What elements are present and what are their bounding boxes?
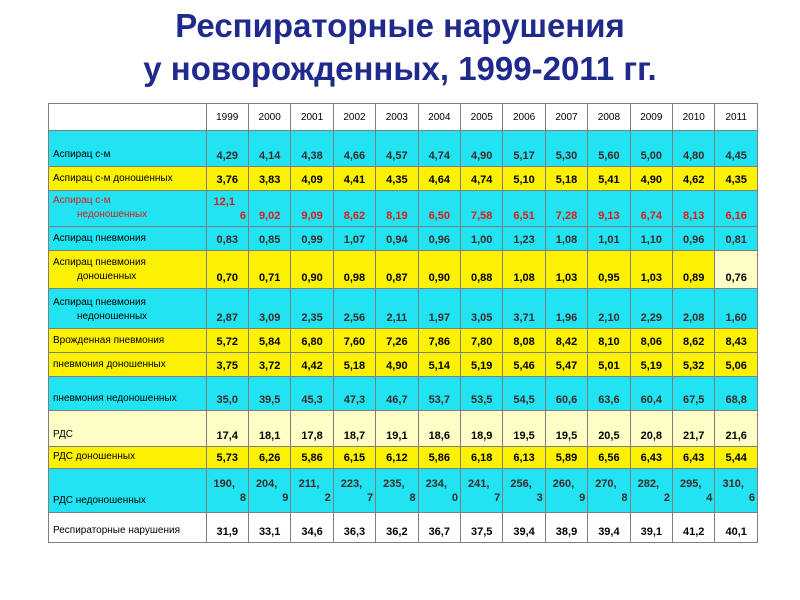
value-part: 235,: [383, 477, 405, 490]
value-cell: 54,5: [503, 377, 545, 411]
value-cell: [630, 469, 672, 513]
value-cell: 39,4: [588, 513, 630, 543]
year-header: 2002: [333, 104, 375, 131]
year-header: 2001: [291, 104, 333, 131]
value-cell: 39,5: [248, 377, 290, 411]
value-cell: 0,70: [206, 251, 248, 289]
row-label-line: Аспирац пневмония: [53, 297, 146, 308]
value-cell: 5,86: [418, 447, 460, 469]
value-part: 310,: [722, 477, 744, 490]
value-cell: 3,83: [248, 167, 290, 191]
value-cell: 0,90: [291, 251, 333, 289]
value-cell: 0,87: [376, 251, 418, 289]
row-label-line: пневмония доношенных: [53, 359, 166, 370]
value-cell: 0,76: [715, 251, 758, 289]
value-cell: 8,43: [715, 329, 758, 353]
value-cell: 4,90: [630, 167, 672, 191]
value-cell: 4,35: [376, 167, 418, 191]
row-label-line: Аспирац с-м: [53, 195, 111, 206]
value-cell: 41,2: [673, 513, 715, 543]
row-label: [49, 227, 207, 251]
value-cell: 6,43: [673, 447, 715, 469]
value-cell: 0,71: [248, 251, 290, 289]
value-cell: 5,73: [206, 447, 248, 469]
value-cell: 39,4: [503, 513, 545, 543]
value-cell: 6,50: [418, 191, 460, 227]
value-cell: 2,87: [206, 289, 248, 329]
value-cell: 18,1: [248, 411, 290, 447]
value-cell: 5,19: [630, 353, 672, 377]
value-cell: 5,46: [503, 353, 545, 377]
row-label-line: Врожденная пневмония: [53, 335, 165, 346]
value-part: 211,: [298, 477, 320, 490]
value-cell: 19,5: [503, 411, 545, 447]
value-cell: 36,3: [333, 513, 375, 543]
table-row: [49, 353, 758, 377]
value-cell: 18,7: [333, 411, 375, 447]
value-cell: 67,5: [673, 377, 715, 411]
value-cell: 1,00: [460, 227, 502, 251]
value-cell: 7,26: [376, 329, 418, 353]
value-cell: 0,90: [418, 251, 460, 289]
value-cell: 5,32: [673, 353, 715, 377]
year-header: 2008: [588, 104, 630, 131]
value-part: 260,: [552, 477, 575, 490]
value-cell: 0,88: [460, 251, 502, 289]
year-header: 2010: [673, 104, 715, 131]
value-cell: 5,86: [291, 447, 333, 469]
value-cell: 5,01: [588, 353, 630, 377]
value-cell: 3,72: [248, 353, 290, 377]
value-cell: [503, 469, 545, 513]
value-part: 3: [536, 491, 543, 504]
value-cell: 21,6: [715, 411, 758, 447]
value-cell: 6,74: [630, 191, 672, 227]
value-cell: 4,74: [418, 131, 460, 167]
value-part: 7: [367, 491, 374, 504]
row-label: [49, 353, 207, 377]
row-label: [49, 447, 207, 469]
value-cell: 47,3: [333, 377, 375, 411]
value-cell: 5,00: [630, 131, 672, 167]
value-cell: 60,6: [545, 377, 587, 411]
value-cell: 4,74: [460, 167, 502, 191]
value-part: 282,: [637, 477, 660, 490]
value-cell: 0,99: [291, 227, 333, 251]
value-cell: 1,07: [333, 227, 375, 251]
row-label: [49, 191, 207, 227]
value-cell: 2,10: [588, 289, 630, 329]
year-header: 2005: [460, 104, 502, 131]
value-cell: 5,10: [503, 167, 545, 191]
value-cell: 6,15: [333, 447, 375, 469]
value-cell: 9,09: [291, 191, 333, 227]
value-cell: 0,98: [333, 251, 375, 289]
value-cell: 3,76: [206, 167, 248, 191]
value-cell: 0,85: [248, 227, 290, 251]
value-cell: 1,23: [503, 227, 545, 251]
value-cell: 0,94: [376, 227, 418, 251]
data-table: [48, 103, 758, 543]
value-cell: 6,43: [630, 447, 672, 469]
value-cell: 68,8: [715, 377, 758, 411]
value-cell: 35,0: [206, 377, 248, 411]
value-cell: 5,17: [503, 131, 545, 167]
value-cell: [333, 469, 375, 513]
value-cell: 5,18: [333, 353, 375, 377]
value-cell: [588, 469, 630, 513]
value-part: 8: [239, 491, 246, 504]
value-cell: 39,1: [630, 513, 672, 543]
value-part: 234,: [425, 477, 447, 490]
value-cell: 20,5: [588, 411, 630, 447]
table-row: [49, 289, 758, 329]
value-cell: 4,09: [291, 167, 333, 191]
value-cell: 1,03: [630, 251, 672, 289]
value-cell: 36,2: [376, 513, 418, 543]
value-cell: 5,30: [545, 131, 587, 167]
value-cell: 45,3: [291, 377, 333, 411]
value-cell: 38,9: [545, 513, 587, 543]
row-label-line: недоношенных: [77, 209, 148, 220]
year-header: 2003: [376, 104, 418, 131]
value-cell: 8,10: [588, 329, 630, 353]
value-cell: 4,45: [715, 131, 758, 167]
value-part: 12,1: [213, 195, 235, 208]
value-cell: 0,96: [673, 227, 715, 251]
value-cell: 7,60: [333, 329, 375, 353]
table-row: [49, 251, 758, 289]
value-cell: 4,57: [376, 131, 418, 167]
value-cell: 18,6: [418, 411, 460, 447]
row-label: [49, 289, 207, 329]
value-cell: 6,12: [376, 447, 418, 469]
value-cell: 8,19: [376, 191, 418, 227]
value-part: 6: [239, 209, 246, 222]
value-cell: 8,08: [503, 329, 545, 353]
value-cell: 60,4: [630, 377, 672, 411]
value-cell: 4,66: [333, 131, 375, 167]
value-part: 4: [706, 491, 713, 504]
value-part: 256,: [510, 477, 532, 490]
table-body: [49, 131, 758, 543]
row-label: [49, 469, 207, 513]
value-cell: 8,06: [630, 329, 672, 353]
table-row: [49, 191, 758, 227]
value-cell: 8,42: [545, 329, 587, 353]
value-cell: 36,7: [418, 513, 460, 543]
value-cell: 6,51: [503, 191, 545, 227]
header-corner: [49, 104, 207, 131]
value-cell: 5,14: [418, 353, 460, 377]
value-part: 295,: [680, 477, 702, 490]
value-cell: 4,35: [715, 167, 758, 191]
value-cell: 3,75: [206, 353, 248, 377]
value-cell: 7,28: [545, 191, 587, 227]
value-cell: 6,56: [588, 447, 630, 469]
value-cell: 0,95: [588, 251, 630, 289]
value-cell: 2,56: [333, 289, 375, 329]
value-cell: 2,35: [291, 289, 333, 329]
value-cell: 1,10: [630, 227, 672, 251]
value-cell: 46,7: [376, 377, 418, 411]
value-part: 223,: [340, 477, 363, 490]
row-label-line: Аспирац с-м доношенных: [53, 173, 173, 184]
value-cell: 4,41: [333, 167, 375, 191]
value-cell: 17,8: [291, 411, 333, 447]
value-cell: 6,80: [291, 329, 333, 353]
value-cell: 1,96: [545, 289, 587, 329]
value-cell: 0,89: [673, 251, 715, 289]
row-label: [49, 377, 207, 411]
value-part: 0: [451, 491, 458, 504]
value-cell: [673, 469, 715, 513]
value-cell: 4,62: [673, 167, 715, 191]
value-cell: 53,7: [418, 377, 460, 411]
table-row: [49, 469, 758, 513]
year-header: 2006: [503, 104, 545, 131]
value-cell: 5,89: [545, 447, 587, 469]
value-part: 2: [663, 491, 671, 504]
value-cell: 6,16: [715, 191, 758, 227]
value-cell: 0,81: [715, 227, 758, 251]
value-part: 9: [282, 491, 289, 504]
value-cell: 34,6: [291, 513, 333, 543]
value-cell: 4,90: [460, 131, 502, 167]
title-line-1: Респираторные нарушения: [175, 7, 625, 44]
value-cell: [418, 469, 460, 513]
value-cell: 8,62: [333, 191, 375, 227]
value-cell: 1,03: [545, 251, 587, 289]
value-cell: 5,72: [206, 329, 248, 353]
year-header: 2007: [545, 104, 587, 131]
value-cell: [291, 469, 333, 513]
row-label-line: Респираторные нарушения: [53, 525, 180, 536]
value-cell: 1,08: [545, 227, 587, 251]
value-cell: 8,13: [673, 191, 715, 227]
value-cell: 5,84: [248, 329, 290, 353]
value-cell: 4,29: [206, 131, 248, 167]
value-cell: 4,64: [418, 167, 460, 191]
table-row: [49, 513, 758, 543]
value-cell: 6,18: [460, 447, 502, 469]
value-cell: 2,11: [376, 289, 418, 329]
table-row: [49, 131, 758, 167]
value-cell: 7,58: [460, 191, 502, 227]
row-label-line: доношенных: [77, 271, 137, 282]
value-cell: 7,80: [460, 329, 502, 353]
value-cell: [248, 469, 290, 513]
page-title: [0, 4, 800, 90]
value-cell: 33,1: [248, 513, 290, 543]
value-cell: 17,4: [206, 411, 248, 447]
value-cell: 7,86: [418, 329, 460, 353]
row-label-line: Аспирац пневмония: [53, 233, 146, 244]
row-label-line: Аспирац пневмония: [53, 257, 146, 268]
row-label: [49, 513, 207, 543]
row-label-line: пневмония недоношенных: [53, 393, 177, 404]
value-part: 9: [579, 491, 586, 504]
year-header: 2011: [715, 104, 758, 131]
row-label: [49, 131, 207, 167]
value-cell: 4,80: [673, 131, 715, 167]
value-cell: 4,14: [248, 131, 290, 167]
value-cell: 5,41: [588, 167, 630, 191]
value-cell: [545, 469, 587, 513]
value-cell: 20,8: [630, 411, 672, 447]
value-cell: 3,05: [460, 289, 502, 329]
value-cell: 5,19: [460, 353, 502, 377]
value-cell: 5,18: [545, 167, 587, 191]
value-cell: 19,5: [545, 411, 587, 447]
value-part: 6: [748, 491, 755, 504]
value-part: 241,: [467, 477, 490, 490]
value-cell: 1,08: [503, 251, 545, 289]
value-cell: 8,62: [673, 329, 715, 353]
value-part: 190,: [213, 477, 235, 490]
value-cell: 37,5: [460, 513, 502, 543]
value-cell: 53,5: [460, 377, 502, 411]
value-cell: 1,01: [588, 227, 630, 251]
year-header: 2009: [630, 104, 672, 131]
title-line-2: у новорожденных, 1999-2011 гг.: [143, 50, 657, 87]
row-label-line: РДС недоношенных: [53, 495, 146, 506]
value-cell: 5,44: [715, 447, 758, 469]
row-label-line: РДС доношенных: [53, 451, 136, 462]
value-part: 2: [324, 491, 331, 504]
value-cell: 21,7: [673, 411, 715, 447]
table-row: [49, 227, 758, 251]
value-cell: 6,13: [503, 447, 545, 469]
row-label-line: РДС: [53, 429, 73, 440]
value-cell: 3,71: [503, 289, 545, 329]
value-cell: 4,42: [291, 353, 333, 377]
table-row: [49, 329, 758, 353]
value-cell: 63,6: [588, 377, 630, 411]
year-header: 2000: [248, 104, 290, 131]
value-cell: [206, 191, 248, 227]
value-cell: [460, 469, 502, 513]
value-cell: 5,60: [588, 131, 630, 167]
value-cell: 4,90: [376, 353, 418, 377]
row-label: [49, 329, 207, 353]
value-cell: 5,06: [715, 353, 758, 377]
value-cell: 9,13: [588, 191, 630, 227]
value-cell: 0,96: [418, 227, 460, 251]
value-cell: 2,29: [630, 289, 672, 329]
value-cell: 6,26: [248, 447, 290, 469]
value-part: 7: [494, 491, 501, 504]
row-label-line: Аспирац с-м: [53, 149, 111, 160]
value-cell: 18,9: [460, 411, 502, 447]
value-cell: 9,02: [248, 191, 290, 227]
value-part: 8: [621, 491, 628, 504]
value-cell: 0,83: [206, 227, 248, 251]
value-cell: [715, 469, 758, 513]
value-cell: 1,60: [715, 289, 758, 329]
value-cell: 31,9: [206, 513, 248, 543]
value-cell: 1,97: [418, 289, 460, 329]
row-label: [49, 167, 207, 191]
table-row: [49, 167, 758, 191]
header-row: [49, 104, 758, 131]
value-cell: 3,09: [248, 289, 290, 329]
row-label: [49, 251, 207, 289]
value-part: 270,: [595, 477, 617, 490]
value-cell: 40,1: [715, 513, 758, 543]
value-cell: 19,1: [376, 411, 418, 447]
year-header: 2004: [418, 104, 460, 131]
row-label: [49, 411, 207, 447]
row-label-line: недоношенных: [77, 311, 148, 322]
table-row: [49, 377, 758, 411]
value-cell: [206, 469, 248, 513]
value-part: 8: [409, 491, 416, 504]
table-row: [49, 411, 758, 447]
value-cell: 5,47: [545, 353, 587, 377]
value-part: 204,: [255, 477, 278, 490]
table-row: [49, 447, 758, 469]
value-cell: [376, 469, 418, 513]
year-header: 1999: [206, 104, 248, 131]
value-cell: 4,38: [291, 131, 333, 167]
value-cell: 2,08: [673, 289, 715, 329]
